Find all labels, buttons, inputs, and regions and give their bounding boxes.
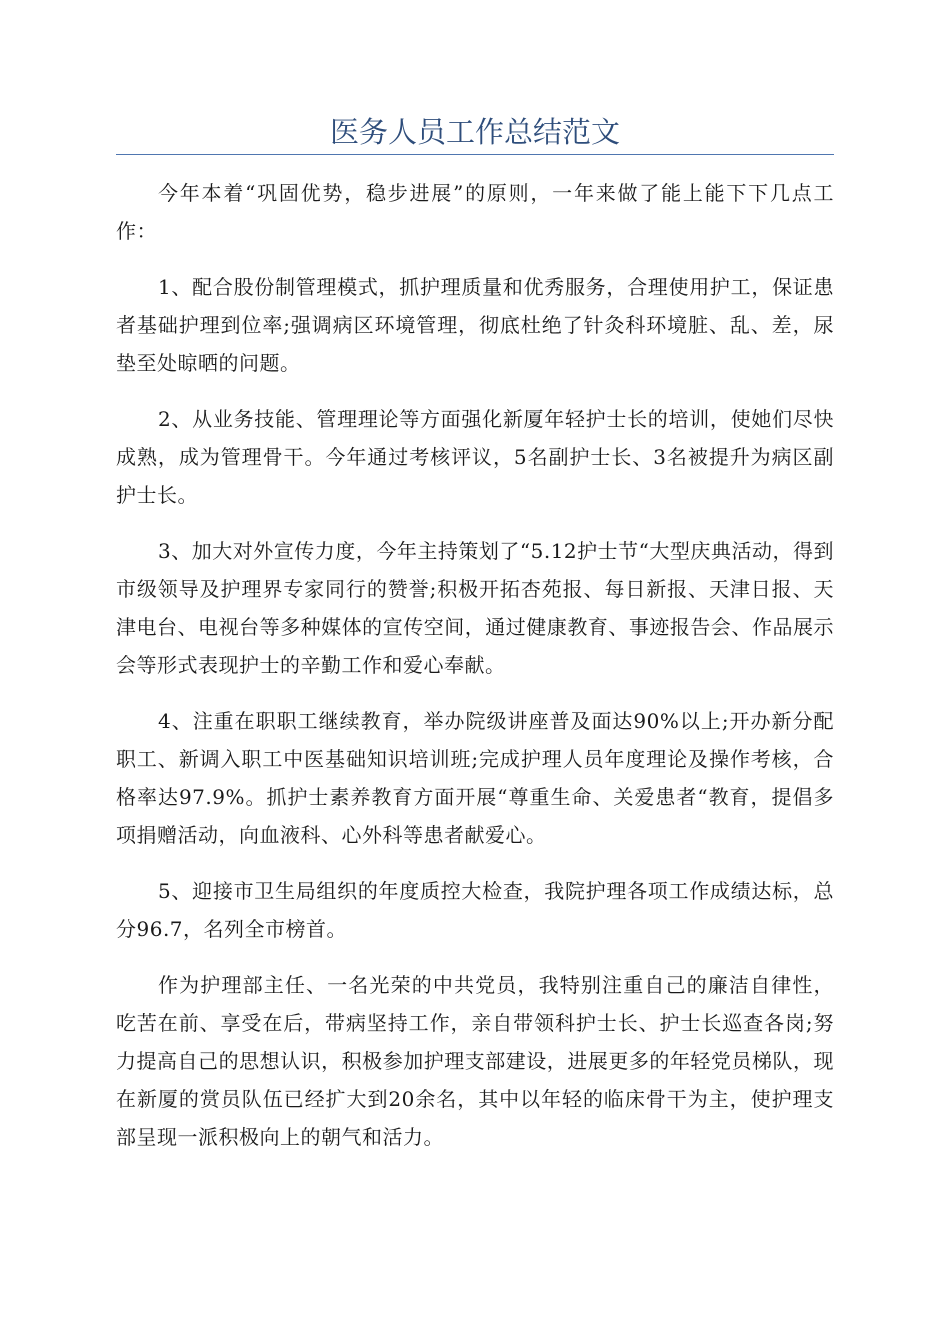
document-body: [116, 174, 834, 1174]
paragraph-item-3: 3、加大对外宣传力度，今年主持策划了“5.12护士节“大型庆典活动，得到市级领导及护理界专家同行的赞誉;积极开拓杏苑报、每日新报、天津日报、天津电台、电视台等多种媒体的宣传空间，通过健康教育、事迹报告会、作品展示会等形式表现护士的辛勤工作和爱心奉献。: [116, 539, 834, 677]
paragraph-intro: 今年本着“巩固优势，稳步进展”的原则，一年来做了能上能下下几点工作：: [116, 181, 834, 243]
paragraph-item-5: 5、迎接市卫生局组织的年度质控大检查，我院护理各项工作成绩达标，总分96.7，名列全市榜首。: [116, 879, 834, 941]
page-title: 医务人员工作总结范文: [329, 115, 620, 149]
paragraph-item-1: 1、配合股份制管理模式，抓护理质量和优秀服务，合理使用护工，保证患者基础护理到位率;强调病区环境管理，彻底杜绝了针灸科环境脏、乱、差，尿垫至处晾晒的问题。: [116, 275, 834, 375]
paragraph-item-4: 4、注重在职职工继续教育，举办院级讲座普及面达90%以上;开办新分配职工、新调入职工中医基础知识培训班;完成护理人员年度理论及操作考核，合格率达97.9%。抓护士素养教育方面开展“尊重生命、关爱患者“教育，提倡多项捐赠活动，向血液科、心外科等患者献爱心。: [116, 709, 834, 847]
paragraph-item-2: 2、从业务技能、管理理论等方面强化新厦年轻护士长的培训，使她们尽快成熟，成为管理骨干。今年通过考核评议，5名副护士长、3名被提升为病区副护士长。: [116, 407, 834, 507]
title-underline: [116, 154, 834, 155]
paragraph-conclusion: 作为护理部主任、一名光荣的中共党员，我特别注重自己的廉洁自律性，吃苦在前、享受在后，带病坚持工作，亲自带领科护士长、护士长巡查各岗;努力提高自己的思想认识，积极参加护理支部建设，进展更多的年轻党员梯队，现在新厦的赏员队伍已经扩大到20余名，其中以年轻的临床骨干为主，使护理支部呈现一派积极向上的朝气和活力。: [116, 973, 834, 1149]
